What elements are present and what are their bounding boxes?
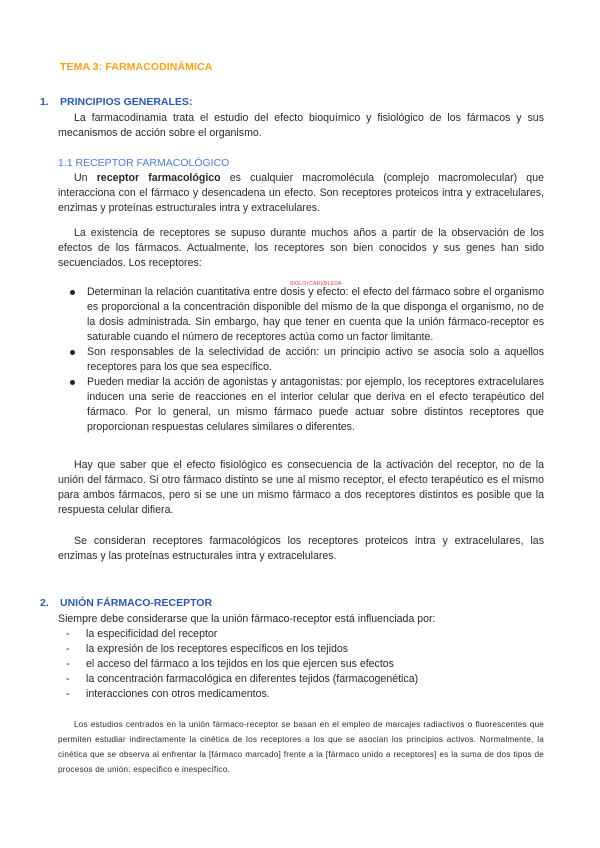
section-2-intro: Siempre debe considerarse que la unión fármaco-receptor está influenciada por: [58, 613, 436, 625]
section-1-number: 1. [40, 96, 49, 108]
section-2-heading [40, 597, 212, 609]
dash-icon: - [66, 673, 70, 685]
definition-prefix: Un [74, 172, 97, 184]
bullet-icon [70, 350, 75, 355]
list-item-text: la especificidad del receptor [86, 628, 218, 640]
receptor-bullet-list [70, 285, 544, 435]
list-item [70, 285, 544, 345]
list-item-text: la expresión de los receptores específicos en los tejidos [86, 643, 349, 655]
dash-icon: - [66, 688, 70, 700]
bullet-icon [70, 380, 75, 385]
dash-icon: - [66, 658, 70, 670]
physiological-effect-paragraph: Hay que saber que el efecto fisiológico es consecuencia de la activación del receptor, no de la unión del fármaco. Si otro fármaco distinto se une al mismo receptor, el efecto terapéutico es el mismo para ambos fármacos, pero si se une un mismo fármaco a dos receptores distintos es posible que la respuesta celular difiera. [58, 459, 544, 516]
list-item-text: la concentración farmacológica en diferentes tejidos (farmacogenética) [86, 673, 419, 685]
section-2-number: 2. [40, 597, 49, 609]
list-item [66, 687, 544, 702]
receptor-definition [58, 171, 544, 216]
bullet-text: Determinan la relación cuantitativa entre dosis y efecto: el efecto del fármaco sobre el organismo es proporcional a la concentración disponible del mismo de la que disponga el organismo, no de la dosis administrada. Sin embargo, hay que tener en cuenta que la unión fármaco-receptor es saturable cuando el número de receptores actúa como un factor limitante. [87, 286, 544, 343]
list-item [70, 345, 544, 375]
section-1-heading [40, 96, 192, 108]
subsection-1-1-title: 1.1 RECEPTOR FARMACOLÓGICO [58, 157, 230, 169]
dash-icon: - [66, 628, 70, 640]
binding-studies-paragraph: Los estudios centrados en la unión fármaco-receptor se basan en el empleo de marcajes radiactivos o fluorescentes que permiten estudiar indirectamente la cinética de los receptores a los que se asocian los principios activos. Normalmente, la cinética que se observa al enfrentar la [fármaco marcado] frente a la [fármaco unido a receptores] es la suma de dos tipos de procesos de unión: específico e inespecífico. [58, 720, 544, 774]
bullet-icon [70, 290, 75, 295]
list-item [70, 375, 544, 435]
section-2-title: UNIÓN FÁRMACO-RECEPTOR [60, 597, 213, 609]
watermark-stamp: SIGLO†CAR)(BLEDA [290, 281, 342, 287]
list-item [66, 672, 544, 687]
definition-rest: es cualquier macromolécula (complejo macromolecular) que interacciona con el fármaco y desencadena un efecto. Son receptores proteicos intra y extracelulares, enzimas y proteínas estructurales intra y extracelulares. [58, 172, 544, 214]
pharmacological-receptors-paragraph: Se consideran receptores farmacológicos los receptores proteicos intra y extracelulares, las enzimas y las proteínas estructurales intra y extracelulares. [58, 535, 544, 562]
section-1-title: PRINCIPIOS GENERALES: [60, 96, 193, 108]
list-item [66, 642, 544, 657]
section-1-intro: La farmacodinamia trata el estudio del efecto bioquímico y fisiológico de los fármacos y sus mecanismos de acción sobre el organismo. [58, 112, 544, 139]
topic-title: TEMA 3: FARMACODINÁMICA [60, 61, 213, 73]
receptors-paragraph: La existencia de receptores se supuso durante muchos años a partir de la observación de los efectos de los fármacos. Actualmente, los receptores son bien conocidos y sus genes han sido secuenciados. Los receptores: [58, 227, 544, 269]
list-item [66, 627, 544, 642]
influence-list [66, 627, 544, 702]
list-item-text: interacciones con otros medicamentos. [86, 688, 270, 700]
dash-icon: - [66, 643, 70, 655]
bullet-text: Pueden mediar la acción de agonistas y antagonistas: por ejemplo, los receptores extracelulares inducen una serie de reacciones en el interior celular que deriva en el efecto terapéutico del fármaco. Por lo general, un mismo fármaco puede actuar sobre distintos receptores que proporcionan respuestas celulares similares o diferentes. [87, 376, 544, 433]
list-item-text: el acceso del fármaco a los tejidos en los que ejercen sus efectos [86, 658, 394, 670]
definition-term: receptor farmacológico [96, 172, 221, 184]
bullet-text: Son responsables de la selectividad de acción: un principio activo se asocia solo a aquellos receptores para los que sea específico. [87, 346, 544, 373]
list-item [66, 657, 544, 672]
